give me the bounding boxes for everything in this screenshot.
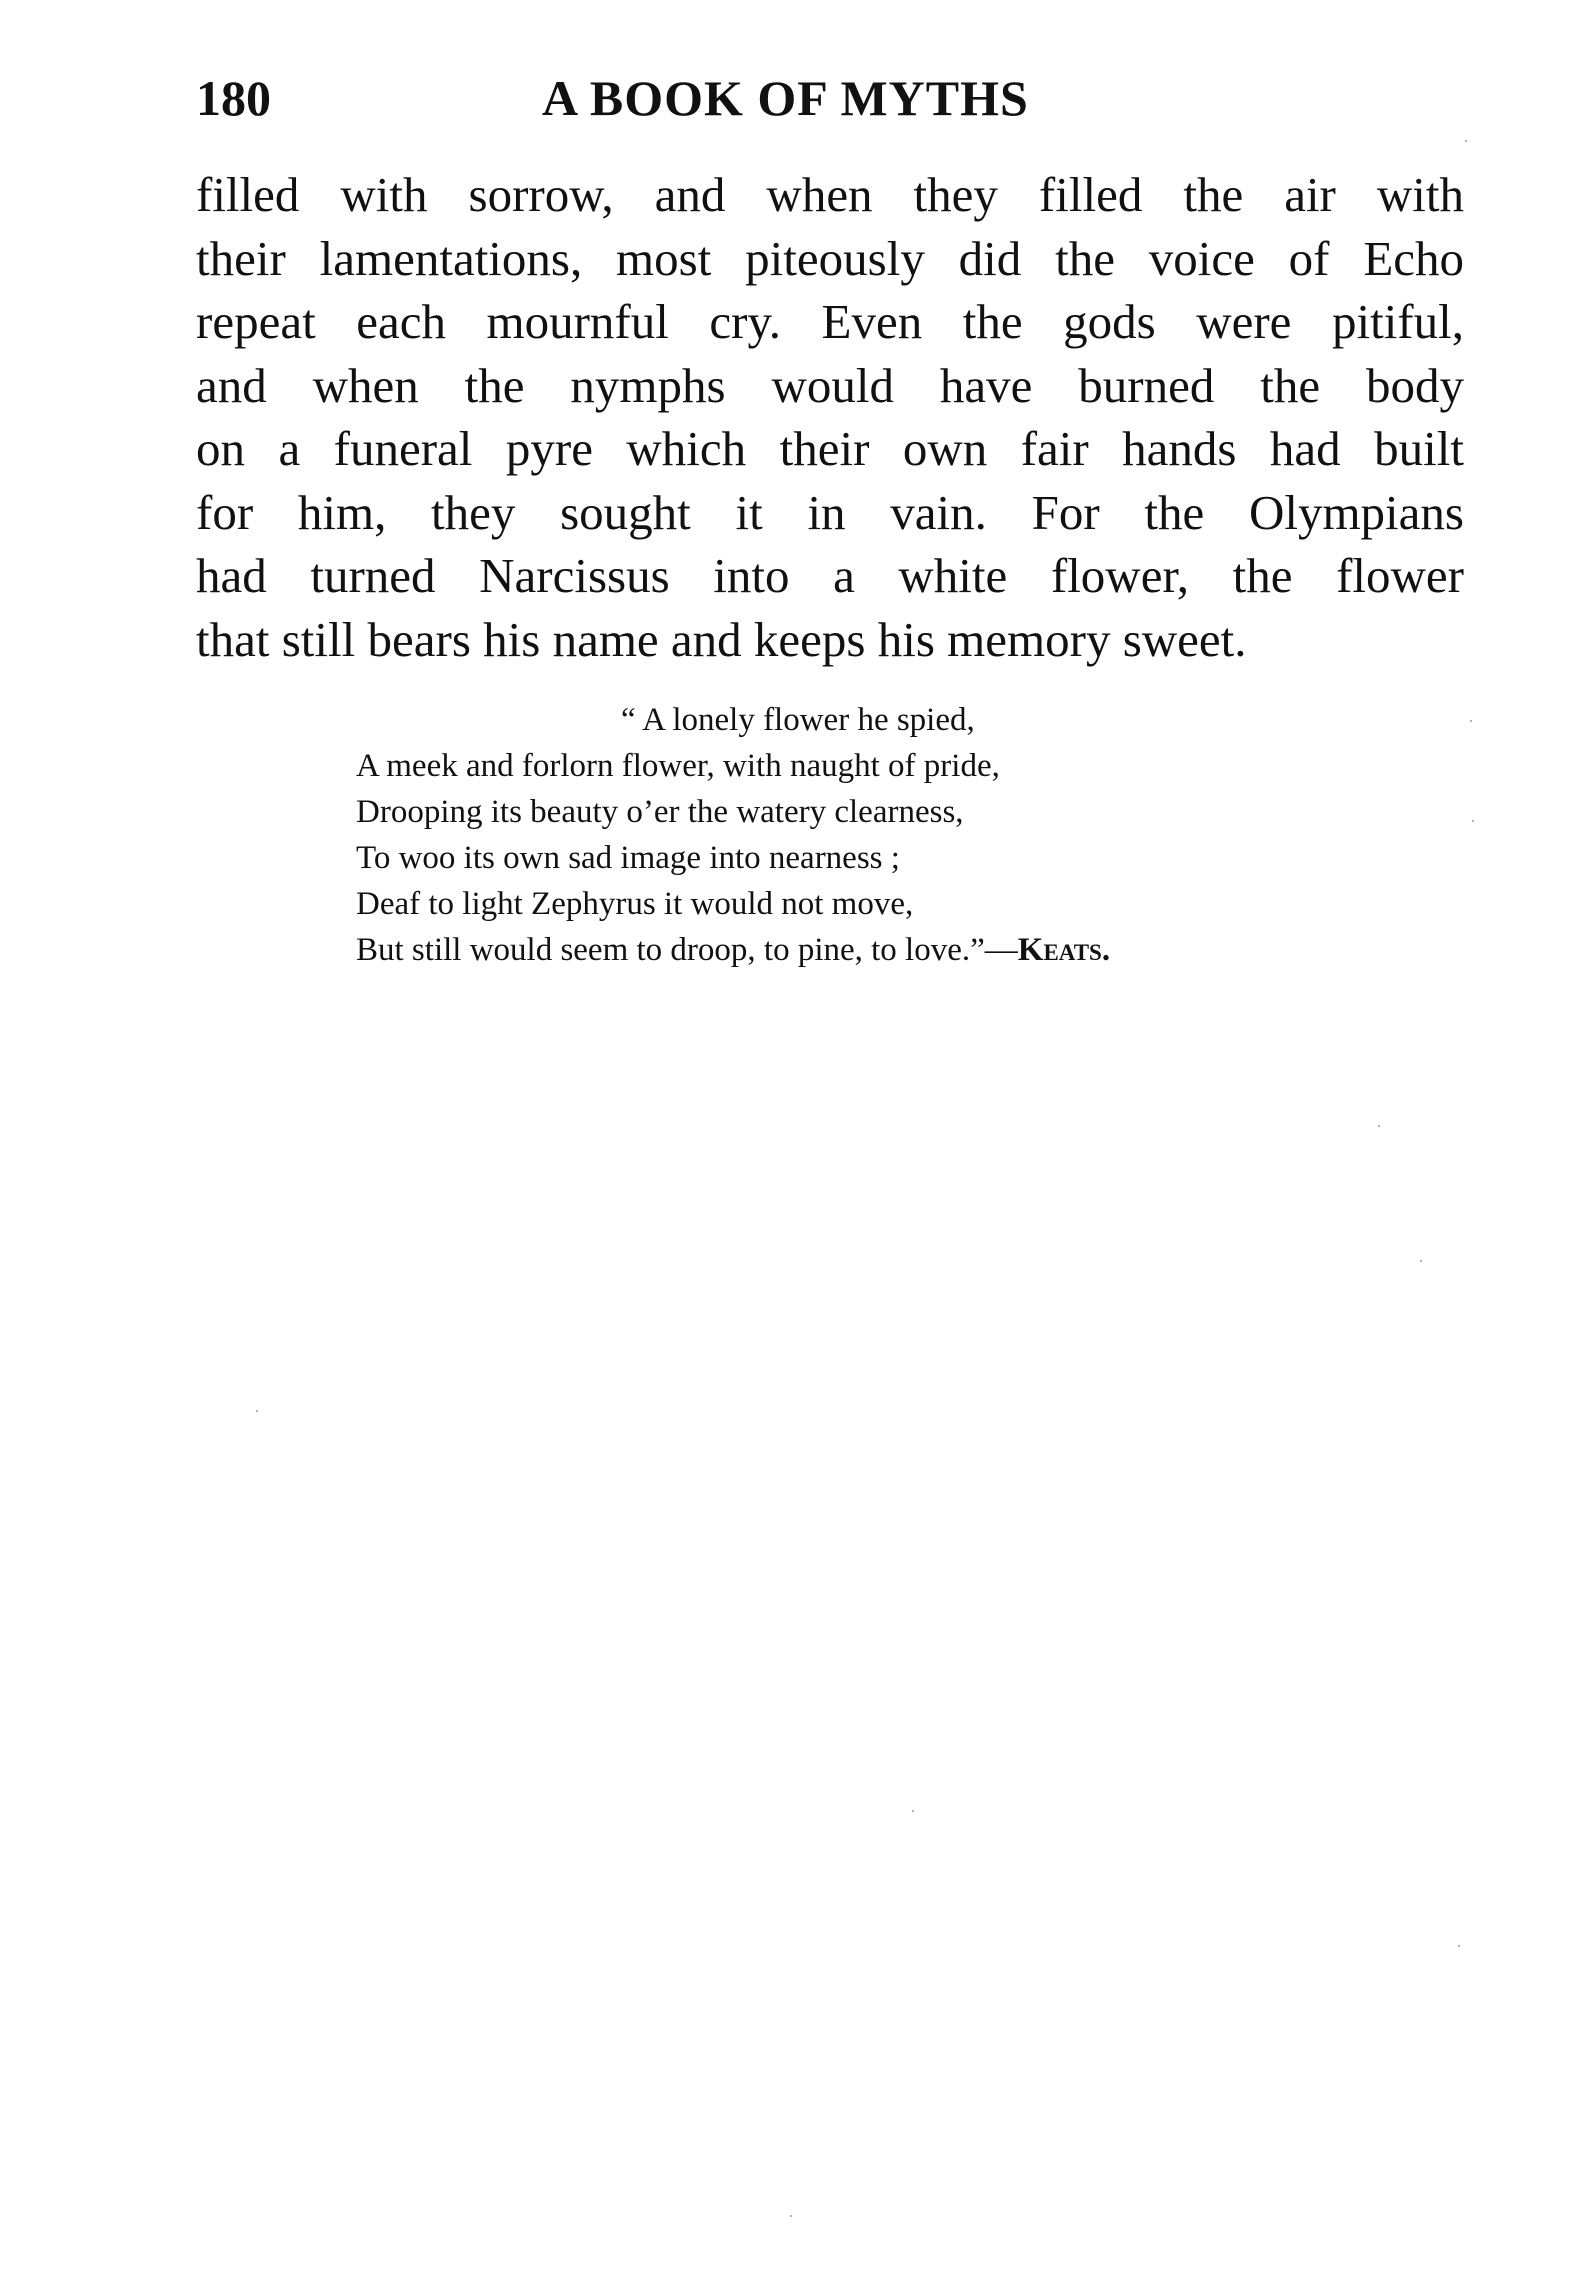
verse-line-final: [356, 927, 1356, 973]
scan-speck: [1465, 140, 1467, 142]
scan-speck: [790, 2215, 792, 2217]
running-title: A BOOK OF MYTHS: [542, 70, 1029, 126]
prose-line: on a funeral pyre which their own fair hands had built: [196, 421, 1464, 476]
prose-line: their lamentations, most piteously did the voice of Echo: [196, 230, 1464, 286]
scan-speck: [1420, 1260, 1422, 1262]
prose-line: repeat each mournful cry. Even the gods were pitiful,: [196, 294, 1464, 349]
verse-line: To woo its own sad image into nearness ;: [356, 840, 900, 876]
scan-speck: [1470, 720, 1472, 722]
verse-attribution: Keats.: [1017, 932, 1111, 968]
prose-line: that still bears his name and keeps his memory sweet.: [196, 611, 1247, 667]
verse-line: Drooping its beauty o’er the watery clearness,: [356, 794, 964, 830]
prose-line: filled with sorrow, and when they filled the air with: [196, 167, 1464, 222]
scan-speck: [1378, 1125, 1380, 1127]
page-number: 180: [196, 70, 271, 126]
prose-paragraph: [196, 163, 1464, 671]
prose-line: for him, they sought it in vain. For the Olympians: [196, 484, 1464, 540]
scan-speck: [912, 1810, 914, 1812]
scan-speck: [1458, 1945, 1460, 1947]
scan-speck: [256, 1410, 258, 1412]
scan-speck: [1472, 820, 1474, 822]
verse-line-text: But still would seem to droop, to pine, to love.”—: [356, 932, 1018, 968]
running-head: [196, 68, 1466, 128]
prose-line: and when the nymphs would have burned the body: [196, 357, 1464, 413]
verse-quotation: [356, 697, 1356, 973]
verse-line: Deaf to light Zephyrus it would not move,: [356, 886, 914, 922]
verse-line: “ A lonely flower he spied,: [621, 702, 975, 738]
verse-line: A meek and forlorn flower, with naught of pride,: [356, 748, 1000, 784]
prose-line: had turned Narcissus into a white flower, the flower: [196, 548, 1464, 603]
